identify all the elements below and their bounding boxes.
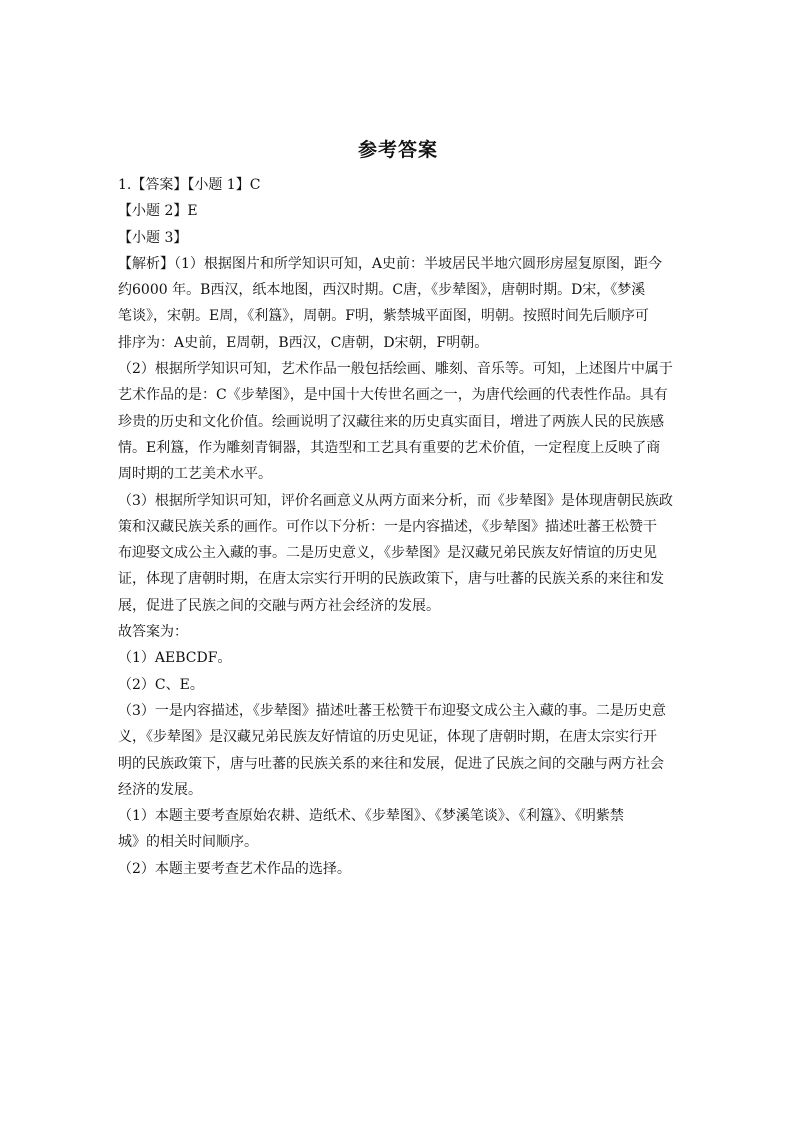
answer-line: 1.【答案】【小题 1】C <box>118 177 261 193</box>
answer-item: （1）AEBCDF。 <box>118 650 232 667</box>
analysis-line: 珍贵的历史和文化价值。绘画说明了汉藏往来的历史真实面目，增进了两族人民的民族感 <box>118 413 664 430</box>
answer-item: 经济的发展。 <box>118 781 202 798</box>
answer-line: 【小题 2】E <box>118 203 198 220</box>
analysis-line: 策和汉藏民族关系的画作。可作以下分析：一是内容描述，《步辇图》描述吐蕃王松赞干 <box>118 518 657 535</box>
answer-item: 义，《步辇图》是汉藏兄弟民族友好情谊的历史见证，体现了唐朝时期，在唐太宗实行开 <box>118 729 657 746</box>
note-line: 城》的相关时间顺序。 <box>118 834 258 851</box>
note-line: （2）本题主要考查艺术作品的选择。 <box>118 860 351 877</box>
analysis-line: 布迎娶文成公主入藏的事。二是历史意义，《步辇图》是汉藏兄弟民族友好情谊的历史见 <box>118 545 657 562</box>
answer-item: （2）C、E。 <box>118 676 204 693</box>
analysis-line: 证，体现了唐朝时期，在唐太宗实行开明的民族政策下，唐与吐蕃的民族关系的来往和发 <box>118 571 664 588</box>
analysis-line: 【解析】（1）根据图片和所学知识可知，A史前：半坡居民半地穴圆形房屋复原图，距今 <box>118 255 663 272</box>
analysis-line: 排序为：A史前，E周朝，B西汉，C唐朝，D宋朝，F明朝。 <box>118 334 489 351</box>
answer-body <box>118 172 678 882</box>
analysis-line: 艺术作品的是：C《步辇图》，是中国十大传世名画之一，为唐代绘画的代表性作品。具有 <box>118 387 668 404</box>
answer-item: 明的民族政策下，唐与吐蕃的民族关系的来往和发展，促进了民族之间的交融与两方社会 <box>118 755 664 772</box>
analysis-line: （3）根据所学知识可知，评价名画意义从两方面来分析，而《步辇图》是体现唐朝民族政 <box>118 492 673 509</box>
analysis-line: 展，促进了民族之间的交融与两方社会经济的发展。 <box>118 597 440 614</box>
analysis-line: 周时期的工艺美术水平。 <box>118 466 272 483</box>
note-line: （1）本题主要考查原始农耕、造纸术、《步辇图》、《梦溪笔谈》、《利簋》、《明紫禁 <box>118 808 624 825</box>
answer-item: （3）一是内容描述，《步辇图》描述吐蕃王松赞干布迎娶文成公主入藏的事。二是历史意 <box>118 702 666 719</box>
answer-line: 【小题 3】 <box>118 229 188 246</box>
analysis-line: 笔谈》，宋朝。E周，《利簋》，周朝。F明，紫禁城平面图，明朝。按照时间先后顺序可 <box>118 308 649 325</box>
analysis-line: 情。E利簋，作为雕刻青铜器，其造型和工艺具有重要的艺术价值，一定程度上反映了商 <box>118 439 661 456</box>
page-title: 参考答案 <box>357 139 438 161</box>
analysis-line: （2）根据所学知识可知，艺术作品一般包括绘画、雕刻、音乐等。可知，上述图片中属于 <box>118 361 673 378</box>
answer-heading: 故答案为： <box>118 624 188 641</box>
analysis-line: 约6000 年。B西汉，纸本地图，西汉时期。C唐，《步辇图》，唐朝时期。D宋，《梦溪 <box>118 282 646 299</box>
